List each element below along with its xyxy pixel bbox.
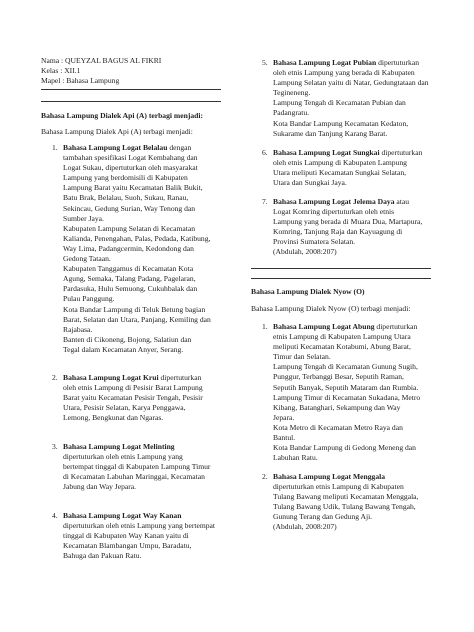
item-line: Rajabasa. (63, 324, 93, 334)
section-intro-nyow: Bahasa Lampung Dialek Nyow (O) terbagi menjadi: (251, 304, 411, 313)
item-line: meliputi Kecamatan Kotabumi, Abung Barat, (273, 342, 411, 352)
list-item (251, 472, 441, 533)
item-line: Kabupaten Lampung Selatan di Kecamatan (63, 223, 195, 233)
item-line: Kota Bandar Lampung di Teluk Betung bagian (63, 304, 206, 314)
item-line: Lampung Timur di Kecamatan Sukadana, Metro (273, 392, 421, 402)
nyow-list (251, 322, 441, 533)
item-line: Bahasa Lampung Logat Jelema Daya atau (273, 197, 410, 206)
item-line: Kabupaten Tanggamus di Kecamatan Kota (63, 264, 194, 274)
item-line: Barat, Selatan dan Utara, Panjang, Kemiling dan (63, 314, 211, 324)
item-line: dipertuturkan etnis Lampung di Kabupaten (273, 482, 404, 492)
item-name: Bahasa Lampung Logat Jelema Daya (273, 197, 395, 206)
section-intro-api: Bahasa Lampung Dialek Api (A) terbagi menjadi: (41, 127, 193, 136)
item-line: Kecamatan Blambangan Umpu, Baradatu, (63, 541, 192, 551)
list-item (41, 442, 226, 503)
item-number: 3. (52, 442, 58, 451)
item-line: Jepara. (273, 412, 295, 422)
item-line: Kota Bandar Lampung di Gedong Meneng dan (273, 443, 416, 453)
item-name: Bahasa Lampung Logat Sungkai (273, 148, 380, 157)
list-item (41, 373, 226, 434)
item-text (63, 511, 226, 561)
api-list-right (251, 58, 441, 258)
item-line: Pulau Panggung. (63, 294, 115, 304)
item-line: Utara, Pesisir Selatan, Karya Penggawa, (63, 403, 186, 413)
item-line: oleh etnis Lampung di Pesisir Barat Lampung (63, 383, 203, 393)
item-line: Lampung yang berdomisili di Kabupaten (63, 173, 188, 183)
item-name: Bahasa Lampung Logat Belalau (63, 143, 168, 152)
section-title-api: Bahasa Lampung Dialek Api (A) terbagi menjadi: (41, 111, 204, 120)
item-number: 1. (52, 143, 58, 152)
item-name: Bahasa Lampung Logat Melinting (63, 442, 175, 451)
item-line: Jabung dan Way Jepara. (63, 482, 137, 492)
item-line: Way Lima, Padangcermin, Kedondong dan (63, 243, 194, 253)
item-line: Provinsi Sumatera Selatan. (273, 237, 356, 247)
item-line: Sumber Jaya. (63, 213, 104, 223)
item-text (273, 322, 441, 463)
item-line: tambahan spesifikasi Logat Kembahang dan (63, 153, 198, 163)
item-number: 7. (262, 197, 268, 206)
item-text (63, 442, 226, 492)
list-item (41, 143, 226, 367)
item-number: 2. (52, 373, 58, 382)
item-line: Seputih Banyak, Seputih Mataram dan Rumbia. (273, 382, 419, 392)
item-name: Bahasa Lampung Logat Krui (63, 373, 159, 382)
item-line: Utara meliputi Kecamatan Sungkai Selatan, (273, 168, 407, 178)
item-line: Punggur, Terbanggi Besar, Seputih Raman, (273, 372, 404, 382)
item-line: tinggal di Kabupaten Way Kanan yaitu di (63, 531, 189, 541)
item-number: 2. (262, 472, 268, 481)
item-line: Bantul. (273, 433, 296, 443)
item-line: Lampung Selatan yaitu di Natar, Gedungtataan dan (273, 78, 429, 88)
item-line: Bahasa Lampung Logat Pubian dipertuturkan (273, 58, 419, 67)
item-line: dipertuturkan oleh etnis Lampung yang (63, 452, 183, 462)
item-line: Sekincau, Gedung Surian, Way Tenong dan (63, 203, 196, 213)
item-line: etnis Lampung di Kabupaten Lampung Utara (273, 332, 411, 342)
item-line: Bahuga dan Pakuan Ratu. (63, 551, 142, 561)
item-line: Kota Bandar Lampung Kecamatan Kedaton, (273, 118, 409, 128)
item-line: Timur dan Selatan. (273, 352, 331, 362)
student-header (41, 56, 221, 86)
item-line: Bahasa Lampung Logat Sungkai dipertuturkan (273, 148, 423, 157)
item-name: Bahasa Lampung Logat Abung (273, 322, 375, 331)
item-line: di Kecamatan Labuhan Maringgai, Kecamatan (63, 472, 205, 482)
item-line: Sukarame dan Tanjung Karang Barat. (273, 128, 388, 138)
item-line: (Abdulah, 2008:207) (273, 522, 337, 532)
item-line: Labuhan Ratu. (273, 453, 318, 463)
list-item (41, 511, 226, 572)
section-title-nyow: Bahasa Lampung Dialek Nyow (O) (251, 287, 365, 296)
item-line: Barat yaitu Kecamatan Pesisir Tengah, Pesisir (63, 393, 203, 403)
item-text (273, 58, 441, 139)
item-line: Bahasa Lampung Logat Krui dipertuturkan (63, 373, 202, 382)
list-item (251, 148, 441, 189)
item-line: Agung, Semaka, Talang Padang, Pagelaran, (63, 274, 196, 284)
item-line: dipertuturkan oleh etnis Lampung yang bertempat (63, 521, 216, 531)
student-name: Nama : QUEYZAL BAGUS AL FIKRI (41, 56, 162, 65)
item-line: Batu Brak, Belalau, Suoh, Sukau, Ranau, (63, 193, 189, 203)
section-divider (251, 268, 431, 269)
item-line: Gedong Tataan. (63, 254, 111, 264)
item-line: Tegineneng. (273, 88, 311, 98)
item-line: Lemong, Bengkunat dan Ngaras. (63, 413, 164, 423)
item-name: Bahasa Lampung Logat Pubian (273, 58, 377, 67)
item-line: Utara dan Sungkai Jaya. (273, 178, 347, 188)
list-item (251, 58, 441, 140)
item-number: 5. (262, 58, 268, 67)
item-text (273, 148, 441, 188)
list-item (251, 197, 441, 258)
item-text (63, 373, 226, 423)
item-number: 6. (262, 148, 268, 157)
item-text (273, 197, 441, 258)
student-class: Kelas : XII.1 (41, 66, 81, 76)
item-line (273, 472, 441, 482)
subject-name: Mapel : Bahasa Lampung (41, 76, 120, 86)
item-line: Tegal dalam Kecamatan Anyer, Serang. (63, 344, 184, 354)
item-name: Bahasa Lampung Logat Way Kanan (63, 511, 182, 520)
item-name: Bahasa Lampung Logat Menggala (273, 472, 386, 481)
item-line: Banten di Cikoneng, Bojong, Salatiun dan (63, 334, 192, 344)
item-line: (Abdulah, 2008:207) (273, 247, 337, 257)
item-number: 1. (262, 322, 268, 331)
item-line: Kalianda, Penengahan, Palas, Pedada, Katibung, (63, 233, 211, 243)
item-line: Bahasa Lampung Logat Abung dipertuturkan (273, 322, 418, 331)
item-line: Gunung Terang dan Gedung Aji. (273, 512, 373, 522)
item-line: oleh etnis Lampung yang berada di Kabupaten (273, 68, 415, 78)
item-line: Pardasuka, Hulu Semuong, Cukuhbalak dan (63, 284, 198, 294)
item-line: Tulang Bawang Udik, Tulang Bawang Tengah, (273, 502, 416, 512)
item-text (63, 143, 226, 355)
item-number: 4. (52, 511, 58, 520)
item-text (273, 472, 441, 533)
item-line: Logat Sukau, dipertuturkan oleh masyarakat (63, 163, 198, 173)
item-line: Padangratu. (273, 108, 310, 118)
header-divider (41, 89, 221, 90)
api-list-left (41, 143, 226, 572)
item-line: Lampung Tengah di Kecamatan Pubian dan (273, 98, 406, 108)
item-line: Kibang, Batanghari, Sekampung dan Way (273, 402, 401, 412)
item-line (63, 511, 226, 521)
item-line: Kota Metro di Kecamatan Metro Raya dan (273, 422, 403, 432)
item-line: Tulang Bawang meliputi Kecamatan Menggala, (273, 492, 419, 502)
header-divider-2 (41, 101, 221, 102)
item-line: bertempat tinggal di Kabupaten Lampung Timur (63, 462, 211, 472)
item-line: Lampung Barat yaitu Kecamatan Balik Bukit, (63, 183, 203, 193)
item-line: Lampung Tengah di Kecamatan Gunung Sugih, (273, 362, 418, 372)
list-item (251, 322, 441, 464)
item-line (63, 442, 226, 452)
item-line: Logat Komring dipertuturkan oleh etnis (273, 207, 395, 217)
item-line: oleh etnis Lampung di Kabupaten Lampung (273, 158, 407, 168)
section-divider-2 (251, 278, 431, 279)
item-line: Lampung yang berada di Muara Dua, Martapura, (273, 217, 423, 227)
item-line: Bahasa Lampung Logat Belalau dengan (63, 143, 192, 152)
item-line: Komring, Tanjung Raja dan Kayuagung di (273, 227, 403, 237)
